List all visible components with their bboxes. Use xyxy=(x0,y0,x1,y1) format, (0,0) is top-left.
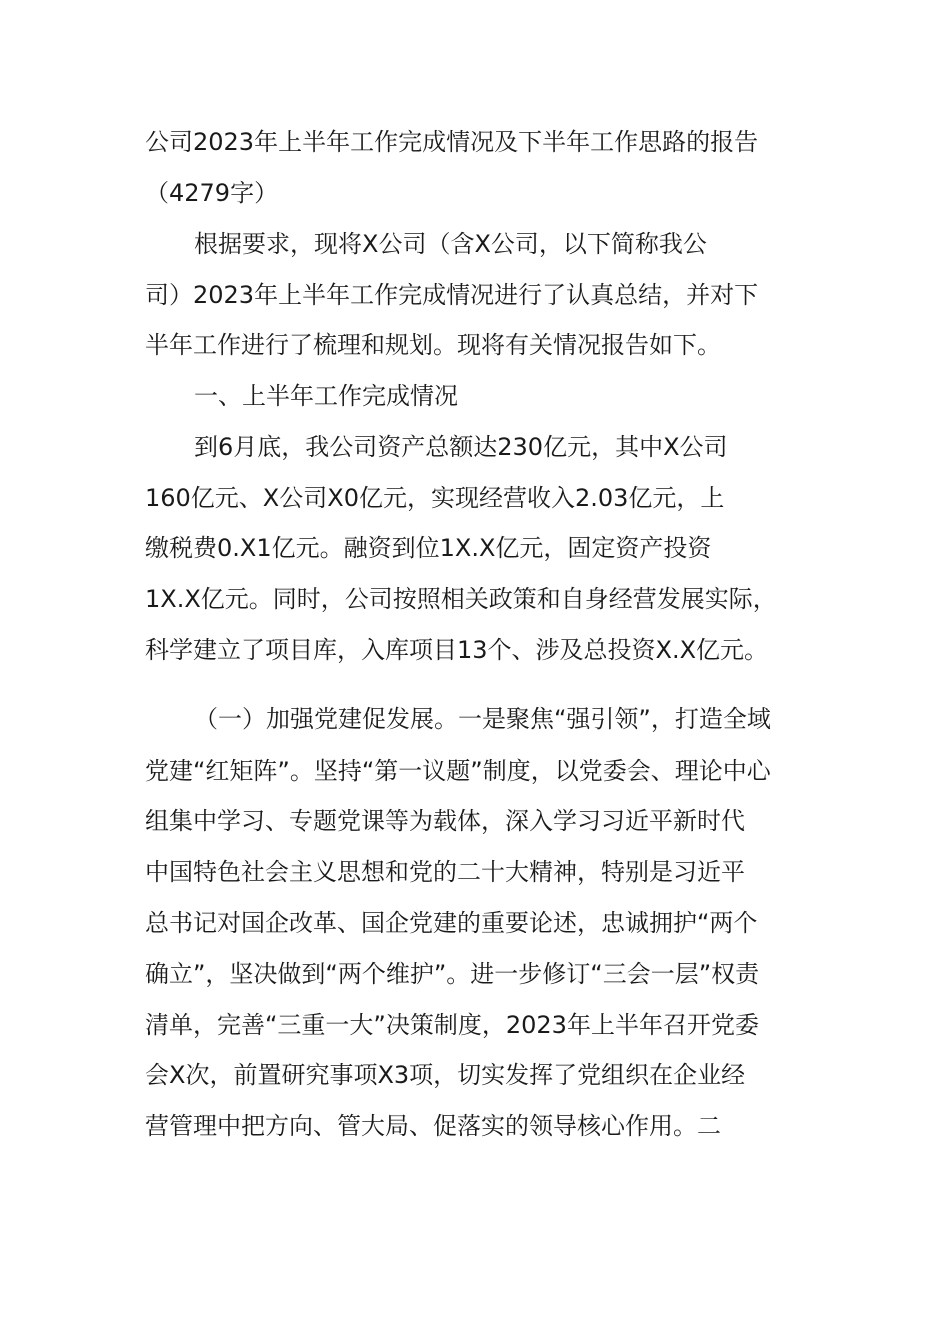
section-1-heading: 一、上半年工作完成情况 xyxy=(194,382,458,410)
section-1-line-4: 1X.X亿元。同时，公司按照相关政策和自身经营发展实际， xyxy=(145,585,777,613)
subsection-1-line-8: 会X次，前置研究事项X3项，切实发挥了党组织在企业经 xyxy=(145,1061,746,1089)
section-1-line-3: 缴税费0.X1亿元。融资到位1X.X亿元，固定资产投资 xyxy=(145,534,712,562)
subsection-1-line-6: 确立”，坚决做到“两个维护”。进一步修订“三会一层”权责 xyxy=(145,960,760,988)
subsection-1-line-3: 组集中学习、专题党课等为载体，深入学习习近平新时代 xyxy=(145,807,745,835)
section-1-line-1: 到6月底，我公司资产总额达230亿元，其中X公司 xyxy=(194,433,728,461)
subsection-1-line-2: 党建“红矩阵”。坚持“第一议题”制度，以党委会、理论中心 xyxy=(145,757,771,785)
report-title-line-1: 公司2023年上半年工作完成情况及下半年工作思路的报告 xyxy=(145,128,759,156)
report-title-line-2: （4279字） xyxy=(145,179,279,207)
section-1-line-5: 科学建立了项目库，入库项目13个、涉及总投资X.X亿元。 xyxy=(145,636,769,664)
subsection-1-line-7: 清单，完善“三重一大”决策制度，2023年上半年召开党委 xyxy=(145,1011,759,1039)
intro-line-3: 半年工作进行了梳理和规划。现将有关情况报告如下。 xyxy=(145,331,721,359)
intro-line-2: 司）2023年上半年工作完成情况进行了认真总结，并对下 xyxy=(145,281,759,309)
subsection-1-line-4: 中国特色社会主义思想和党的二十大精神，特别是习近平 xyxy=(145,858,745,886)
section-1-line-2: 160亿元、X公司X0亿元，实现经营收入2.03亿元，上 xyxy=(145,484,725,512)
subsection-1-line-1: （一）加强党建促发展。一是聚焦“强引领”，打造全域 xyxy=(194,705,771,733)
intro-line-1: 根据要求，现将X公司（含X公司，以下简称我公 xyxy=(194,230,707,258)
subsection-1-line-9: 营管理中把方向、管大局、促落实的领导核心作用。二 xyxy=(145,1112,721,1140)
subsection-1-line-5: 总书记对国企改革、国企党建的重要论述，忠诚拥护“两个 xyxy=(145,909,758,937)
